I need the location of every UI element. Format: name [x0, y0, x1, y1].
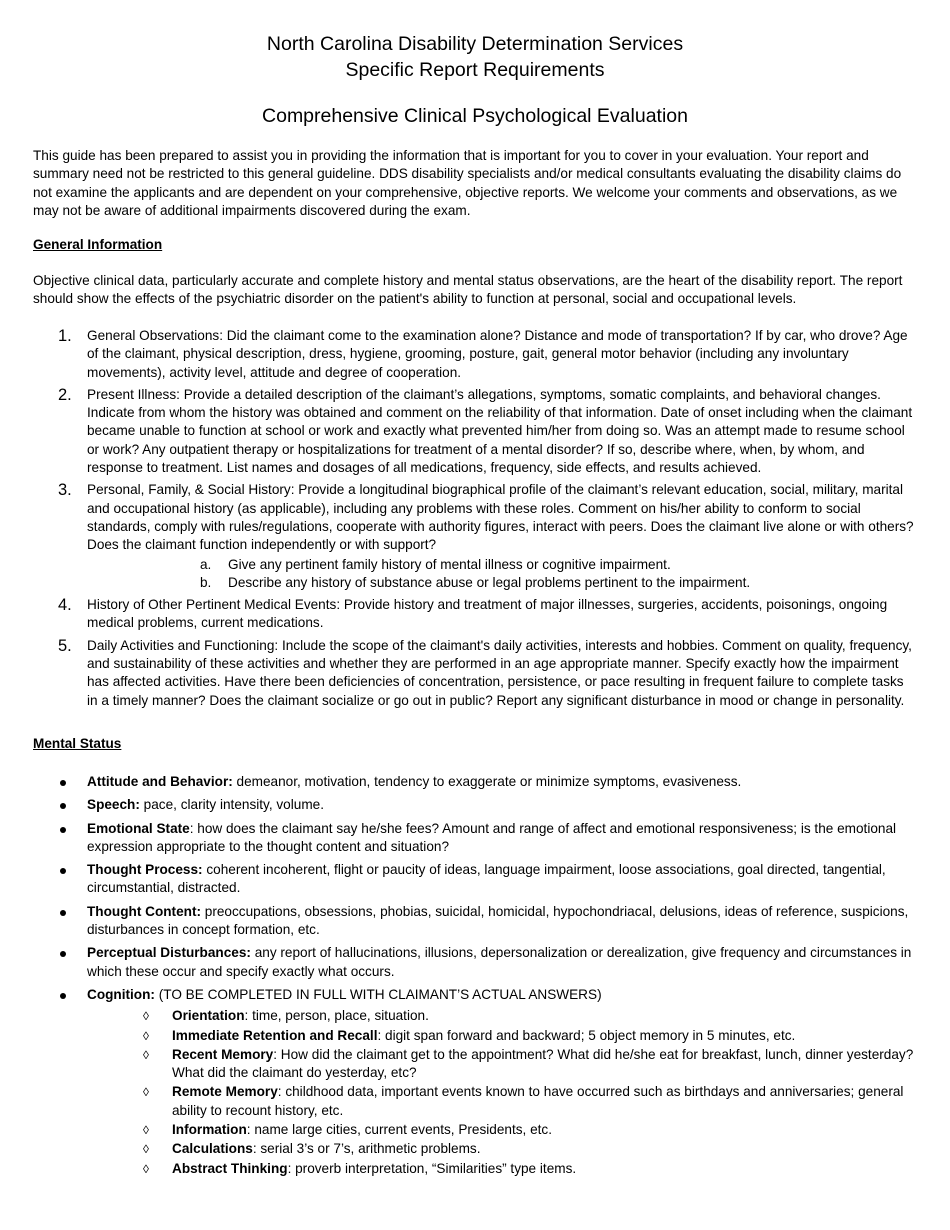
mental-status-heading: Mental Status	[33, 736, 122, 751]
cognition-text: : digit span forward and backward; 5 object memory in 5 minutes, etc.	[377, 1027, 796, 1043]
diamond-icon: ◊	[143, 1161, 149, 1176]
cognition-label: Information	[172, 1122, 247, 1138]
cognition-label: Recent Memory	[172, 1046, 274, 1062]
sub-list-item	[87, 574, 917, 592]
bullet-item	[0, 796, 917, 814]
sub-list-letter: a.	[200, 556, 212, 572]
sub-list-text: Give any pertinent family history of mental illness or cognitive impairment.	[228, 556, 671, 572]
cognition-label: Immediate Retention and Recall	[172, 1027, 378, 1043]
cognition-text: : childhood data, important events known to have occurred such as birthdays and anniversaries; general ability to recount history, etc.	[172, 1084, 904, 1118]
list-item	[0, 386, 917, 477]
cognition-item	[87, 1121, 917, 1139]
bullet-label: Perceptual Disturbances:	[87, 945, 251, 961]
bullet-icon	[60, 827, 66, 833]
list-item-text: General Observations: Did the claimant come to the examination alone? Distance and mode of transportation? If by car, who drove? Age of the claimant, physical description, dress, hygiene, grooming, posture, gait, general motor behavior (including any involuntary movements), activity level, attitude and degree of cooperation.	[87, 328, 908, 380]
document-header	[0, 32, 950, 83]
bullet-label: Emotional State	[87, 820, 190, 836]
evaluation-title: Comprehensive Clinical Psychological Evaluation	[262, 105, 688, 127]
header-line-1: North Carolina Disability Determination Services	[266, 33, 684, 55]
list-number: 2.	[58, 385, 72, 404]
header-line-2: Specific Report Requirements	[345, 58, 605, 81]
diamond-icon: ◊	[143, 1123, 149, 1138]
cognition-item	[87, 1007, 917, 1025]
bullet-item	[0, 820, 917, 857]
cognition-item	[87, 1140, 917, 1158]
diamond-icon: ◊	[143, 1142, 149, 1157]
bullet-text: pace, clarity intensity, volume.	[139, 797, 324, 813]
bullet-icon	[60, 868, 66, 874]
bullet-item	[0, 944, 917, 981]
list-item-text: Daily Activities and Functioning: Include the scope of the claimant's daily activities, interests and hobbies. Comment on quality, frequency, and sustainability of these activities and whether they are performed in an age appropriate manner. Specify exactly how the impairment has affected activities. Have there been deficiencies of concentration, persistence, or pace resulting in frequent failure to complete tasks in a timely manner? Does the claimant socialize or go out in public? Report any significant disturbance in mood or change in personality.	[87, 637, 912, 708]
sub-list-item	[87, 556, 917, 574]
list-item	[0, 637, 917, 710]
list-item-text: Present Illness: Provide a detailed description of the claimant’s allegations, symptoms, somatic complaints, and behavioral changes. Indicate from whom the history was obtained and comment on the reliability of that information. Date of onset including when the claimant became unable to function at school or work and exactly what prevented him/her from doing so. Was an attempt made to resume school or work? Any outpatient therapy or hospitalizations for treatment of a mental disorder? If so, describe where, when, by whom, and response to treatment. List names and dosages of all medications, frequency, side effects, and results achieved.	[87, 386, 913, 476]
list-item	[0, 327, 917, 382]
bullet-icon	[60, 951, 66, 957]
bullet-label: Attitude and Behavior:	[87, 774, 233, 789]
cognition-sub-list	[87, 1007, 917, 1178]
general-information-list	[0, 327, 950, 714]
diamond-icon: ◊	[143, 1028, 149, 1043]
cognition-text: : proverb interpretation, “Similarities” type items.	[287, 1160, 577, 1176]
list-item-text: History of Other Pertinent Medical Events: Provide history and treatment of major illnesses, surgeries, accidents, poisonings, ongoing medical problems, current medications.	[87, 597, 888, 631]
bullet-text: preoccupations, obsessions, phobias, suicidal, homicidal, hypochondriacal, delusions, ideas of reference, suspicions, disturbances in concept formation, etc.	[87, 903, 909, 938]
list-number: 4.	[58, 596, 72, 615]
sub-list	[87, 556, 917, 593]
bullet-icon	[60, 803, 66, 809]
sub-list-letter: b.	[200, 574, 212, 590]
cognition-item	[87, 1046, 917, 1083]
bullet-item-cognition	[0, 986, 917, 1178]
bullet-text: coherent incoherent, flight or paucity of ideas, language impairment, loose associations, goal directed, tangential, circumstantial, distracted.	[87, 862, 886, 896]
cognition-label: Orientation	[172, 1008, 245, 1024]
diamond-icon: ◊	[143, 1009, 149, 1024]
bullet-label: Thought Content:	[87, 903, 201, 919]
cognition-text: : name large cities, current events, Presidents, etc.	[246, 1122, 553, 1138]
list-number: 1.	[58, 327, 72, 345]
diamond-icon: ◊	[143, 1085, 149, 1100]
cognition-item	[87, 1160, 917, 1178]
list-item-text: Personal, Family, & Social History: Provide a longitudinal biographical profile of the claimant’s relevant education, social, military, marital and occupational history (as applicable), including any problems with these roles. Comment on his/her ability to conform to social standards, comply with rules/regulations, cooperate with authority figures, interact with peers. Does the claimant live alone or with others? Does the claimant function independently or with support?	[87, 482, 914, 553]
bullet-icon	[60, 910, 66, 916]
bullet-label: Thought Process:	[87, 862, 203, 878]
cognition-label: Abstract Thinking	[172, 1160, 288, 1176]
cognition-text: : How did the claimant get to the appointment? What did he/she eat for breakfast, lunch, dinner yesterday? What did the claimant do yesterday, etc?	[172, 1046, 914, 1081]
bullet-item	[0, 903, 917, 940]
bullet-label: Cognition:	[87, 986, 155, 1002]
bullet-text: : how does the claimant say he/she fees? Amount and range of affect and emotional responsiveness; is the emotional expression appropriate to the thought content and situation?	[87, 820, 897, 854]
list-item	[0, 481, 917, 592]
bullet-text: demeanor, motivation, tendency to exaggerate or minimize symptoms, evasiveness.	[232, 774, 742, 789]
cognition-label: Remote Memory	[172, 1084, 278, 1100]
list-number: 5.	[58, 636, 72, 655]
bullet-icon	[60, 780, 66, 786]
cognition-text: : time, person, place, situation.	[244, 1008, 429, 1024]
sub-list-text: Describe any history of substance abuse or legal problems pertinent to the impairment.	[228, 574, 751, 590]
cognition-label: Calculations	[172, 1141, 253, 1157]
general-information-paragraph: Objective clinical data, particularly accurate and complete history and mental status observations, are the heart of the disability report. The report should show the effects of the psychiatric disorder on the patient's ability to function at personal, social and occupational levels.	[33, 273, 903, 307]
bullet-item	[0, 861, 917, 898]
list-number: 3.	[58, 481, 72, 500]
cognition-text: : serial 3’s or 7’s, arithmetic problems.	[252, 1141, 481, 1157]
mental-status-list	[0, 773, 950, 1183]
general-information-heading: General Information	[33, 237, 163, 252]
list-item	[0, 596, 917, 633]
bullet-label: Speech:	[87, 797, 140, 813]
bullet-text: any report of hallucinations, illusions, depersonalization or derealization, give frequency and circumstances in which these occur and specify exactly what occurs.	[87, 945, 912, 979]
bullet-icon	[60, 993, 66, 999]
bullet-text: (TO BE COMPLETED IN FULL WITH CLAIMANT’S ACTUAL ANSWERS)	[154, 986, 602, 1002]
cognition-item	[87, 1083, 917, 1120]
intro-paragraph: This guide has been prepared to assist you in providing the information that is important for you to cover in your evaluation. Your report and summary need not be restricted to this general guideline. DDS disability specialists and/or medical consultants evaluating the disability claims do not examine the applicants and are dependent on your comprehensive, objective reports. We welcome your comments and observations, as we may not be aware of additional impairments discovered during the exam.	[33, 148, 902, 218]
cognition-item	[87, 1027, 917, 1045]
diamond-icon: ◊	[143, 1047, 149, 1062]
bullet-item	[0, 773, 917, 791]
